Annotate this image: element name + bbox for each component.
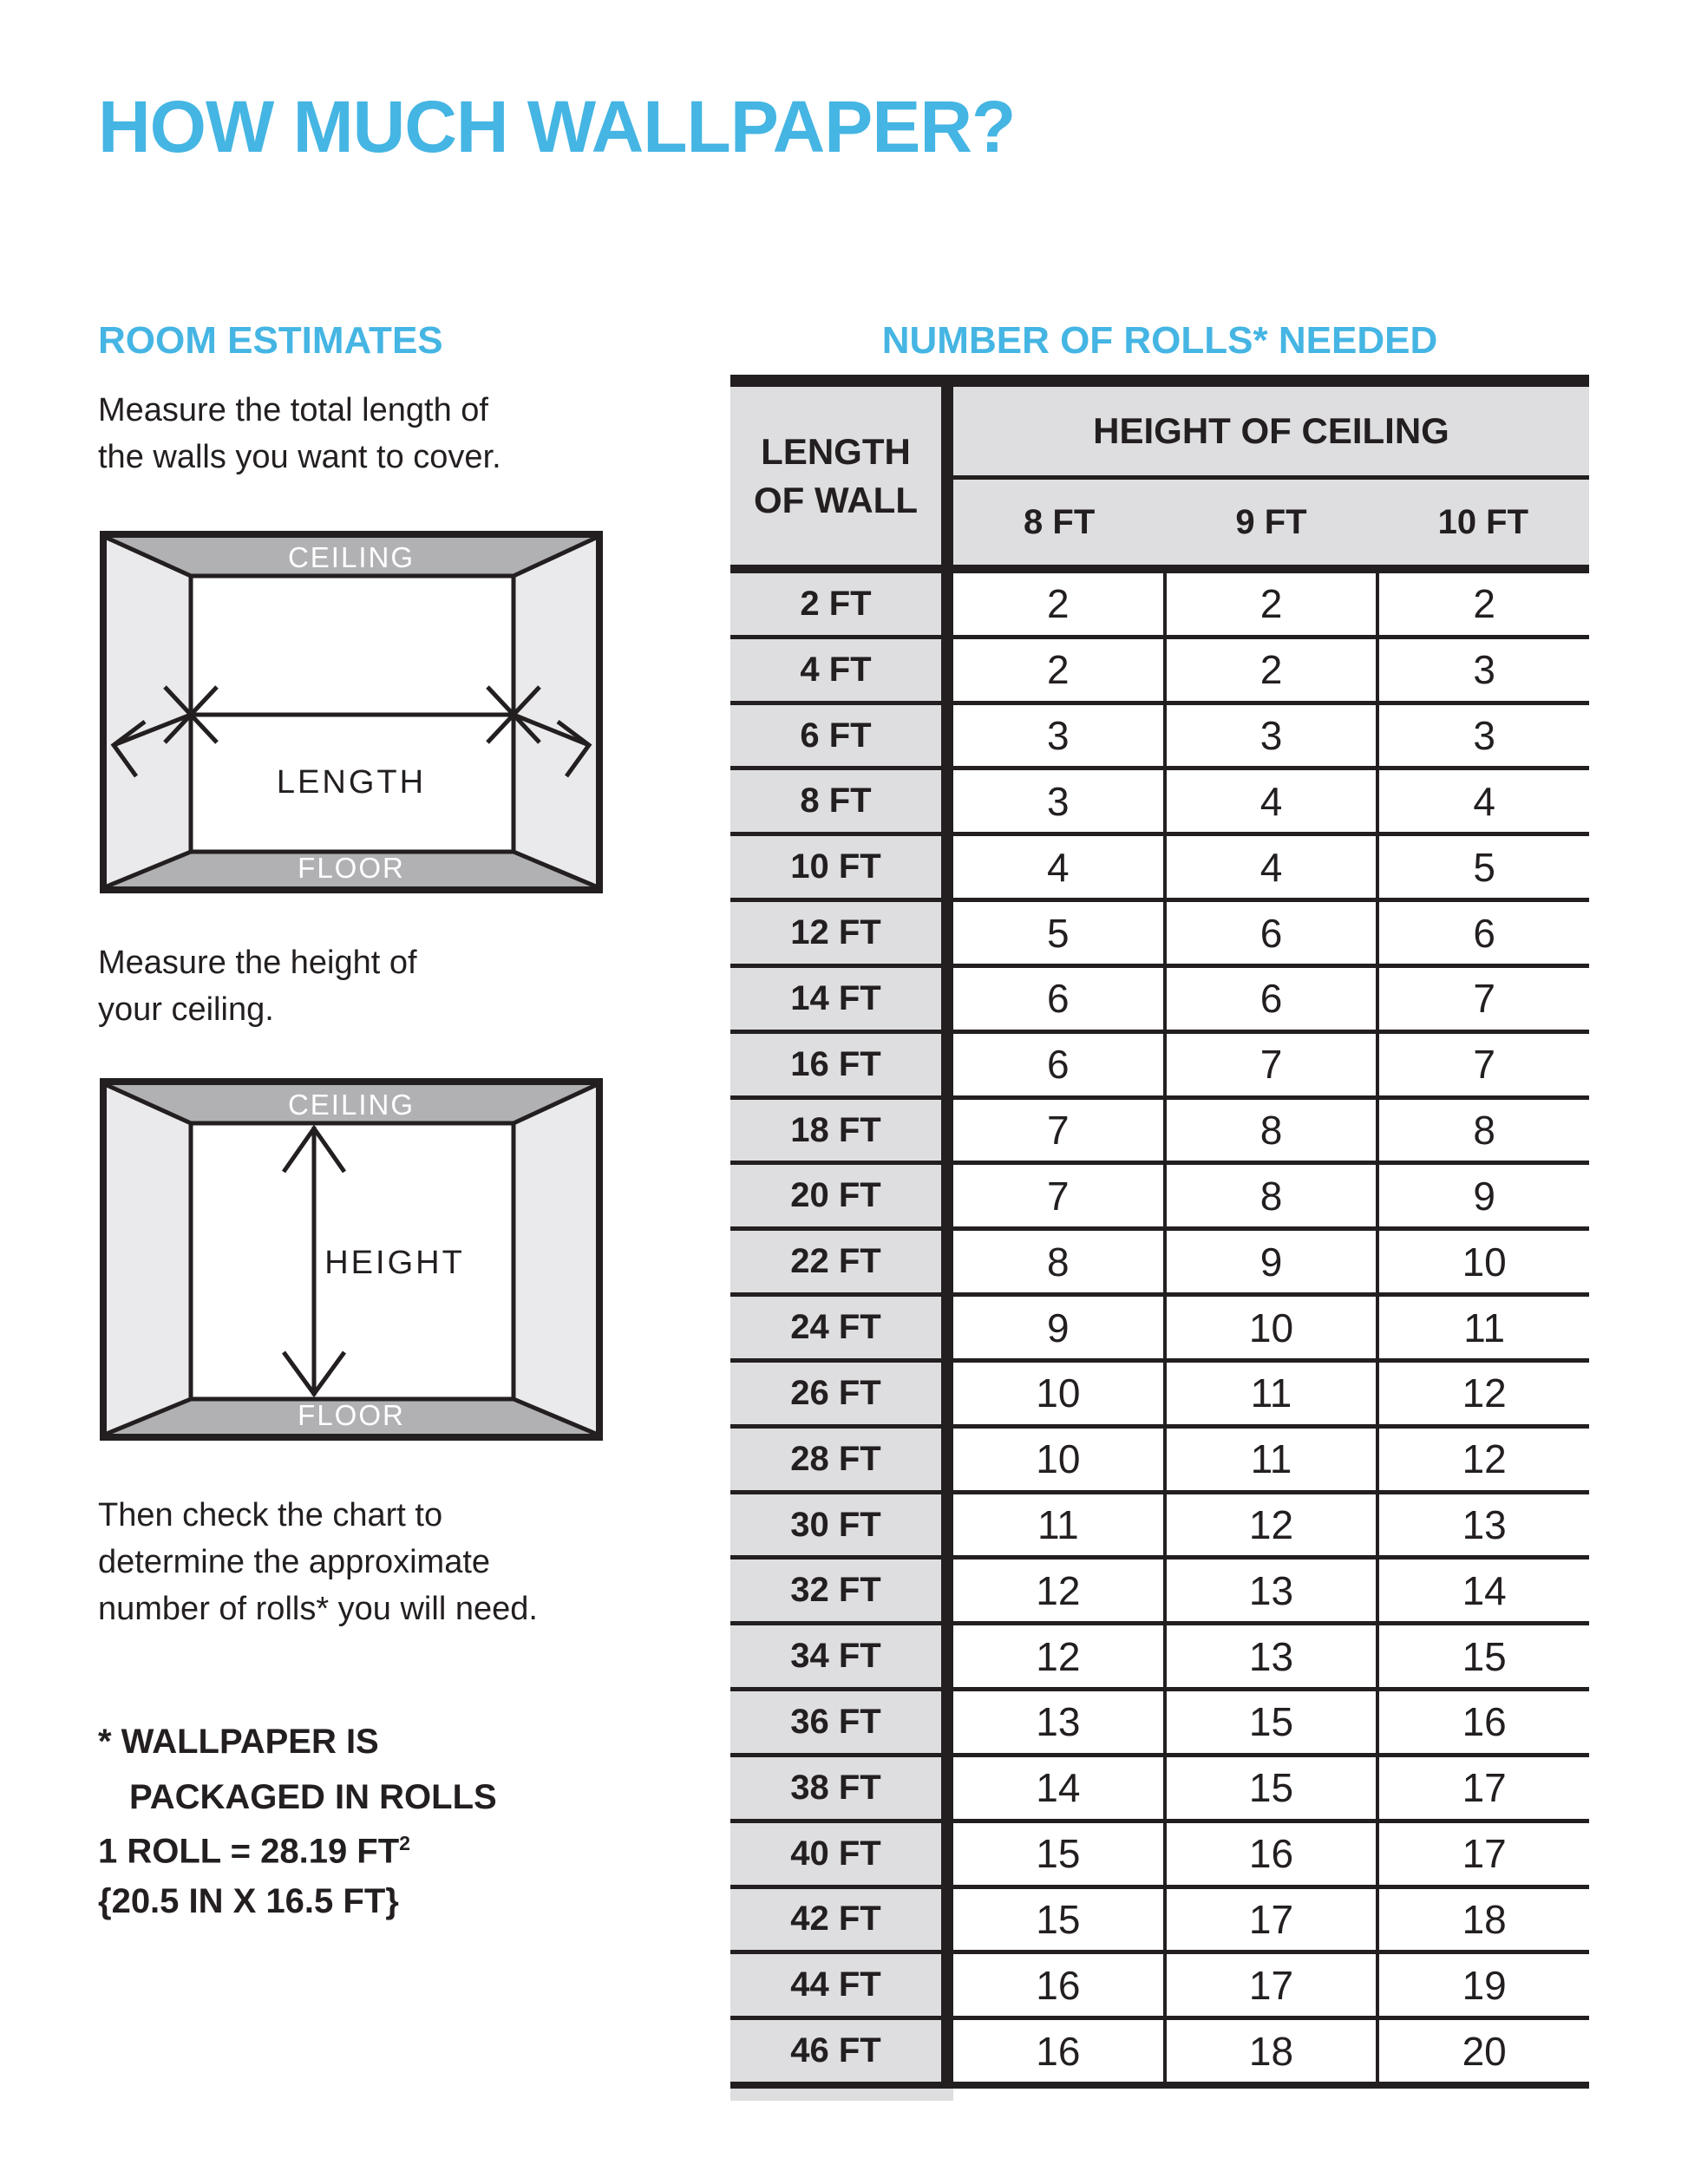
table-column-divider (941, 573, 953, 635)
column-header-cell: 9 FT (1235, 502, 1307, 541)
rolls-count-cell: 13 (953, 1691, 1163, 1753)
table-column-divider (941, 1757, 953, 1819)
table-row (730, 635, 1589, 701)
table-bottom-border (730, 2082, 1589, 2089)
rolls-count-cell: 3 (953, 705, 1163, 767)
table-row (730, 573, 1589, 635)
section-heading-room-estimates: ROOM ESTIMATES (98, 319, 443, 362)
label-column-bleed (730, 2089, 953, 2101)
table-column-divider (941, 1889, 953, 1951)
wall-length-cell: 38 FT (730, 1757, 941, 1819)
table-column-divider (941, 387, 953, 565)
text-line: number of rolls* you will need. (98, 1591, 538, 1627)
row-header-line: LENGTH (761, 430, 911, 472)
wall-length-cell: 12 FT (730, 902, 941, 964)
rolls-count-cell: 2 (1163, 639, 1377, 701)
text-line: the walls you want to cover. (98, 439, 501, 475)
table-row (730, 1819, 1589, 1885)
wall-length-cell: 44 FT (730, 1954, 941, 2016)
rolls-count-cell: 12 (953, 1560, 1163, 1621)
rolls-count-cell: 5 (1376, 836, 1589, 898)
footnote-line: PACKAGED IN ROLLS (129, 1778, 497, 1816)
page-title: HOW MUCH WALLPAPER? (98, 86, 1016, 167)
length-dimension-label: LENGTH (276, 764, 427, 801)
table-footer-strip (730, 2089, 1589, 2101)
wall-length-cell: 34 FT (730, 1625, 941, 1687)
row-header-cell (730, 387, 941, 565)
rolls-count-cell: 15 (1376, 1625, 1589, 1687)
rolls-count-cell: 12 (1376, 1429, 1589, 1490)
rolls-count-cell: 8 (1376, 1100, 1589, 1161)
rolls-count-cell: 16 (953, 2020, 1163, 2082)
rolls-count-cell: 15 (953, 1889, 1163, 1951)
rolls-count-cell: 10 (953, 1429, 1163, 1490)
rolls-count-cell: 7 (953, 1165, 1163, 1226)
table-column-divider (941, 902, 953, 964)
table-column-divider (941, 639, 953, 701)
wall-length-cell: 16 FT (730, 1034, 941, 1095)
rolls-count-cell: 14 (1376, 1560, 1589, 1621)
table-column-divider (941, 1625, 953, 1687)
ceiling-height-header-group (953, 387, 1589, 565)
rolls-count-cell: 11 (1163, 1429, 1377, 1490)
wall-length-cell: 8 FT (730, 770, 941, 832)
table-header (730, 387, 1589, 565)
rolls-count-cell: 17 (1376, 1757, 1589, 1819)
right-wall-surface (514, 1085, 596, 1434)
rolls-count-cell: 12 (953, 1625, 1163, 1687)
wall-length-cell: 28 FT (730, 1429, 941, 1490)
rolls-count-cell: 4 (1163, 836, 1377, 898)
rolls-count-cell: 17 (1376, 1823, 1589, 1885)
table-row (730, 1358, 1589, 1424)
rolls-count-cell: 6 (953, 1034, 1163, 1095)
table-column-divider (941, 2020, 953, 2082)
table-column-divider (941, 1823, 953, 1885)
rolls-count-cell: 8 (1163, 1165, 1377, 1226)
rolls-count-cell: 9 (1163, 1231, 1377, 1292)
rolls-count-cell: 7 (1163, 1034, 1377, 1095)
wall-length-cell: 6 FT (730, 705, 941, 767)
rolls-count-cell: 16 (1163, 1823, 1377, 1885)
rolls-count-cell: 15 (953, 1823, 1163, 1885)
roll-size-info (98, 1818, 410, 1926)
roll-dimensions: {20.5 IN X 16.5 FT} (98, 1882, 399, 1921)
rolls-count-cell: 2 (953, 639, 1163, 701)
room-length-diagram (100, 531, 603, 893)
column-headers-row (953, 480, 1589, 565)
wall-length-cell: 40 FT (730, 1823, 941, 1885)
rolls-count-cell: 3 (1376, 705, 1589, 767)
room-height-diagram (100, 1078, 603, 1441)
rolls-count-cell: 16 (1376, 1691, 1589, 1753)
rolls-count-cell: 18 (1376, 1889, 1589, 1951)
table-row (730, 766, 1589, 832)
rolls-count-cell: 10 (1376, 1231, 1589, 1292)
table-column-divider (941, 968, 953, 1030)
row-header-line: OF WALL (754, 479, 918, 520)
rolls-count-cell: 2 (953, 573, 1163, 635)
rolls-count-cell: 14 (953, 1757, 1163, 1819)
wall-length-cell: 18 FT (730, 1100, 941, 1161)
rolls-count-cell: 7 (953, 1100, 1163, 1161)
table-row (730, 1424, 1589, 1490)
table-row (730, 1950, 1589, 2016)
wall-length-cell: 4 FT (730, 639, 941, 701)
table-row (730, 1490, 1589, 1556)
wall-length-cell: 32 FT (730, 1560, 941, 1621)
wall-length-cell: 2 FT (730, 573, 941, 635)
table-row (730, 1885, 1589, 1951)
rolls-count-cell: 6 (953, 968, 1163, 1030)
rolls-count-cell: 15 (1163, 1691, 1377, 1753)
table-row (730, 1555, 1589, 1621)
table-row (730, 898, 1589, 964)
table-column-divider (941, 1691, 953, 1753)
table-row (730, 701, 1589, 767)
rolls-count-cell: 11 (953, 1494, 1163, 1556)
group-header-cell: HEIGHT OF CEILING (953, 387, 1589, 480)
table-column-divider (941, 836, 953, 898)
rolls-count-cell: 19 (1376, 1954, 1589, 2016)
rolls-count-cell: 11 (1376, 1297, 1589, 1358)
roll-equation-superscript: 2 (399, 1832, 411, 1854)
table-column-divider (941, 1100, 953, 1161)
height-dimension-label: HEIGHT (324, 1245, 465, 1281)
table-row (730, 832, 1589, 898)
table-row (730, 1226, 1589, 1292)
rolls-count-cell: 6 (1163, 968, 1377, 1030)
rolls-count-cell: 8 (1163, 1100, 1377, 1161)
column-header-cell: 10 FT (1437, 502, 1529, 541)
wall-length-cell: 24 FT (730, 1297, 941, 1358)
roll-equation (98, 1818, 410, 1876)
left-wall-surface (107, 1085, 191, 1434)
rolls-count-cell: 3 (1163, 705, 1377, 767)
rolls-needed-table (730, 375, 1589, 2101)
table-row (730, 1753, 1589, 1819)
section-heading-rolls-needed: NUMBER OF ROLLS* NEEDED (881, 319, 1438, 362)
rolls-count-cell: 20 (1376, 2020, 1589, 2082)
left-wall-surface (107, 538, 191, 886)
rolls-count-cell: 12 (1376, 1363, 1589, 1424)
wall-length-cell: 30 FT (730, 1494, 941, 1556)
floor-label: FLOOR (298, 1399, 405, 1431)
table-column-divider (941, 1363, 953, 1424)
wallpaper-rolls-footnote (98, 1714, 497, 1825)
rolls-count-cell: 8 (953, 1231, 1163, 1292)
rolls-count-cell: 10 (1163, 1297, 1377, 1358)
rolls-count-cell: 16 (953, 1954, 1163, 2016)
rolls-count-cell: 13 (1163, 1625, 1377, 1687)
right-wall-surface (514, 538, 596, 886)
floor-label: FLOOR (298, 852, 405, 884)
rolls-count-cell: 4 (1163, 770, 1377, 832)
table-row (730, 1095, 1589, 1161)
rolls-count-cell: 11 (1163, 1363, 1377, 1424)
rolls-count-cell: 6 (1376, 902, 1589, 964)
header-separator (730, 565, 1589, 573)
rolls-count-cell: 12 (1163, 1494, 1377, 1556)
rolls-count-cell: 13 (1376, 1494, 1589, 1556)
text-line: Measure the total length of (98, 392, 488, 428)
table-row (730, 1161, 1589, 1226)
rolls-count-cell: 4 (1376, 770, 1589, 832)
table-column-divider (941, 1034, 953, 1095)
rolls-count-cell: 9 (1376, 1165, 1589, 1226)
rolls-count-cell: 13 (1163, 1560, 1377, 1621)
rolls-count-cell: 18 (1163, 2020, 1377, 2082)
table-top-border (730, 375, 1589, 387)
table-row (730, 1292, 1589, 1358)
rolls-count-cell: 7 (1376, 1034, 1589, 1095)
text-line: Then check the chart to (98, 1497, 443, 1533)
table-row (730, 964, 1589, 1030)
ceiling-label: CEILING (287, 541, 415, 573)
rolls-count-cell: 5 (953, 902, 1163, 964)
table-rows (730, 573, 1589, 2082)
rolls-count-cell: 10 (953, 1363, 1163, 1424)
rolls-count-cell: 17 (1163, 1954, 1377, 2016)
rolls-count-cell: 17 (1163, 1889, 1377, 1951)
instruction-measure-length (98, 387, 501, 481)
wall-length-cell: 14 FT (730, 968, 941, 1030)
table-column-divider (941, 1429, 953, 1490)
wall-length-cell: 10 FT (730, 836, 941, 898)
rolls-count-cell: 3 (953, 770, 1163, 832)
table-column-divider (941, 705, 953, 767)
rolls-count-cell: 15 (1163, 1757, 1377, 1819)
table-column-divider (941, 770, 953, 832)
wall-length-cell: 36 FT (730, 1691, 941, 1753)
table-row (730, 2016, 1589, 2082)
text-line: determine the approximate (98, 1544, 491, 1580)
wall-length-cell: 46 FT (730, 2020, 941, 2082)
footnote-line: * WALLPAPER IS (98, 1723, 379, 1761)
table-row (730, 1030, 1589, 1095)
table-row (730, 1621, 1589, 1687)
ceiling-label: CEILING (287, 1089, 415, 1121)
text-line: Measure the height of (98, 945, 417, 981)
table-column-divider (941, 1231, 953, 1292)
rolls-count-cell: 3 (1376, 639, 1589, 701)
roll-equation-text: 1 ROLL = 28.19 FT (98, 1832, 400, 1871)
wall-length-cell: 20 FT (730, 1165, 941, 1226)
rolls-count-cell: 9 (953, 1297, 1163, 1358)
rolls-count-cell: 7 (1376, 968, 1589, 1030)
rolls-count-cell: 4 (953, 836, 1163, 898)
wall-length-cell: 42 FT (730, 1889, 941, 1951)
table-column-divider (941, 1560, 953, 1621)
instruction-check-chart (98, 1492, 538, 1632)
table-column-divider (941, 1494, 953, 1556)
rolls-count-cell: 6 (1163, 902, 1377, 964)
table-column-divider (941, 1297, 953, 1358)
instruction-measure-height (98, 939, 417, 1033)
wall-length-cell: 22 FT (730, 1231, 941, 1292)
column-header-cell: 8 FT (1024, 502, 1096, 541)
table-column-divider (941, 1954, 953, 2016)
text-line: your ceiling. (98, 991, 274, 1028)
table-row (730, 1687, 1589, 1753)
wall-length-cell: 26 FT (730, 1363, 941, 1424)
rolls-count-cell: 2 (1376, 573, 1589, 635)
table-column-divider (941, 1165, 953, 1226)
rolls-count-cell: 2 (1163, 573, 1377, 635)
